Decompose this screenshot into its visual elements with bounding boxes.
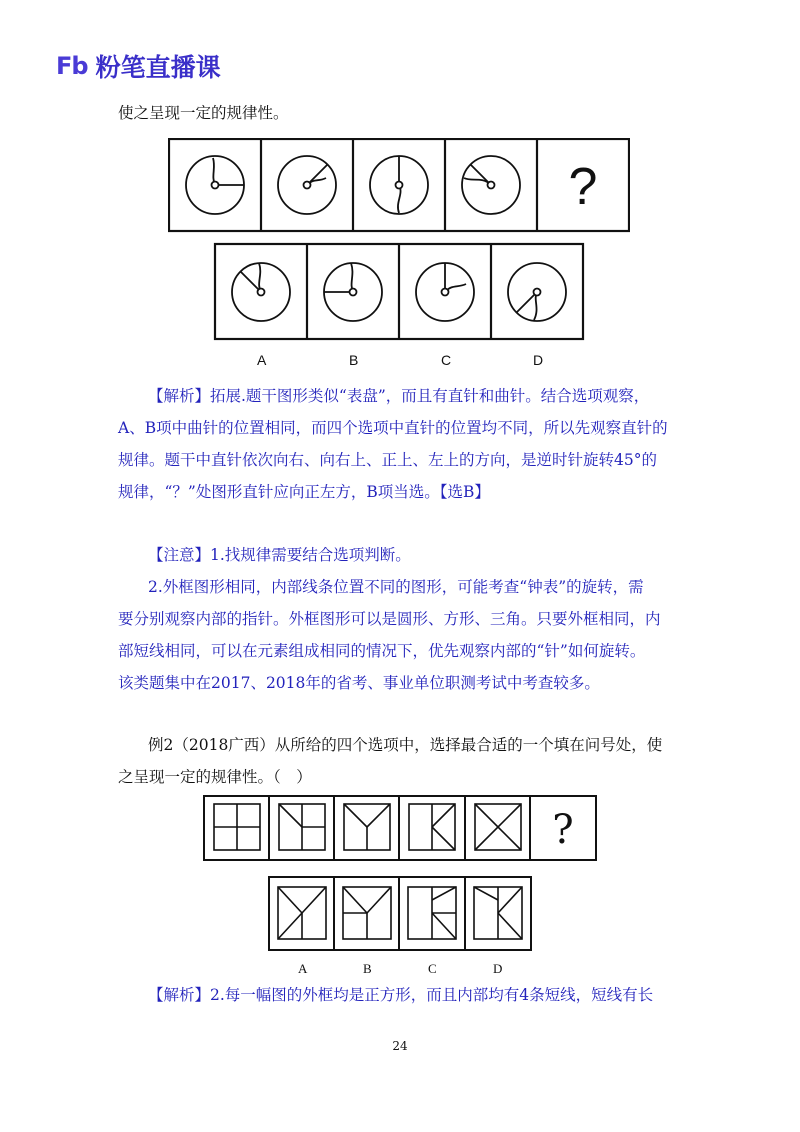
note-line-1: 【注意】1.找规律需要结合选项判断。 — [148, 546, 411, 564]
square-q5 — [475, 804, 521, 850]
option-label-a: A — [257, 352, 267, 368]
clock-q3 — [370, 156, 428, 214]
brand-logo — [56, 48, 221, 84]
note-line-3: 要分别观察内部的指针。外框图形可以是圆形、方形、三角。只要外框相同，内 — [118, 610, 661, 628]
square-option-c — [408, 887, 456, 939]
option-label-d: D — [533, 352, 544, 368]
option-label-2b: B — [363, 961, 372, 976]
clock-option-a — [232, 263, 290, 321]
square-q2 — [279, 804, 325, 850]
square-option-a — [278, 887, 326, 939]
option-label-2d: D — [493, 961, 503, 976]
page-number: 24 — [392, 1039, 408, 1053]
clock-q2 — [278, 156, 336, 214]
square-option-d — [474, 887, 522, 939]
solution-line-1: 【解析】2.每一幅图的外框均是正方形，而且内部均有4条短线，短线有长 — [148, 986, 654, 1004]
option-label-2a: A — [298, 961, 308, 976]
analysis-line-1: 【解析】拓展.题干图形类似“表盘”，而且有直针和曲针。结合选项观察， — [148, 387, 650, 405]
logo-mark: Fb — [56, 52, 88, 80]
square-q4 — [409, 804, 455, 850]
note-line-2: 2.外框图形相同，内部线条位置不同的图形，可能考查“钟表”的旋转，需 — [148, 578, 644, 596]
question-mark-2: ? — [552, 807, 574, 853]
square-puzzle-figure — [203, 795, 597, 953]
option-label-b: B — [349, 352, 359, 368]
square-q1 — [214, 804, 260, 850]
clock-option-b — [324, 263, 382, 321]
option-label-2c: C — [428, 961, 437, 976]
option-label-c: C — [441, 352, 452, 368]
analysis-line-3: 规律。题干中直针依次向右、向右上、正上、左上的方向，是逆时针旋转45°的 — [118, 451, 657, 469]
question-mark: ? — [568, 158, 598, 216]
square-option-b — [343, 887, 391, 939]
clock-option-c — [416, 263, 474, 321]
clock-puzzle-figure — [168, 138, 630, 342]
analysis-line-4: 规律，“？”处图形直针应向正左方，B项当选。【选B】 — [118, 483, 490, 501]
note-line-4: 部短线相同，可以在元素组成相同的情况下，优先观察内部的“针”如何旋转。 — [118, 642, 646, 660]
note-line-5: 该类题集中在2017、2018年的省考、事业单位职测考试中考查较多。 — [118, 674, 600, 692]
logo-text: 粉笔直播课 — [95, 53, 221, 82]
example-line-1: 例2（2018广西）从所给的四个选项中，选择最合适的一个填在问号处，使 — [148, 736, 663, 754]
clock-q4 — [462, 156, 520, 214]
clock-q1 — [186, 156, 244, 214]
analysis-line-2: A、B项中曲针的位置相同，而四个选项中直针的位置均不同，所以先观察直针的 — [118, 419, 668, 437]
clock-option-d — [508, 263, 566, 321]
intro-line: 使之呈现一定的规律性。 — [118, 104, 289, 122]
example-line-2: 之呈现一定的规律性。（ ） — [118, 768, 312, 786]
square-q3 — [344, 804, 390, 850]
